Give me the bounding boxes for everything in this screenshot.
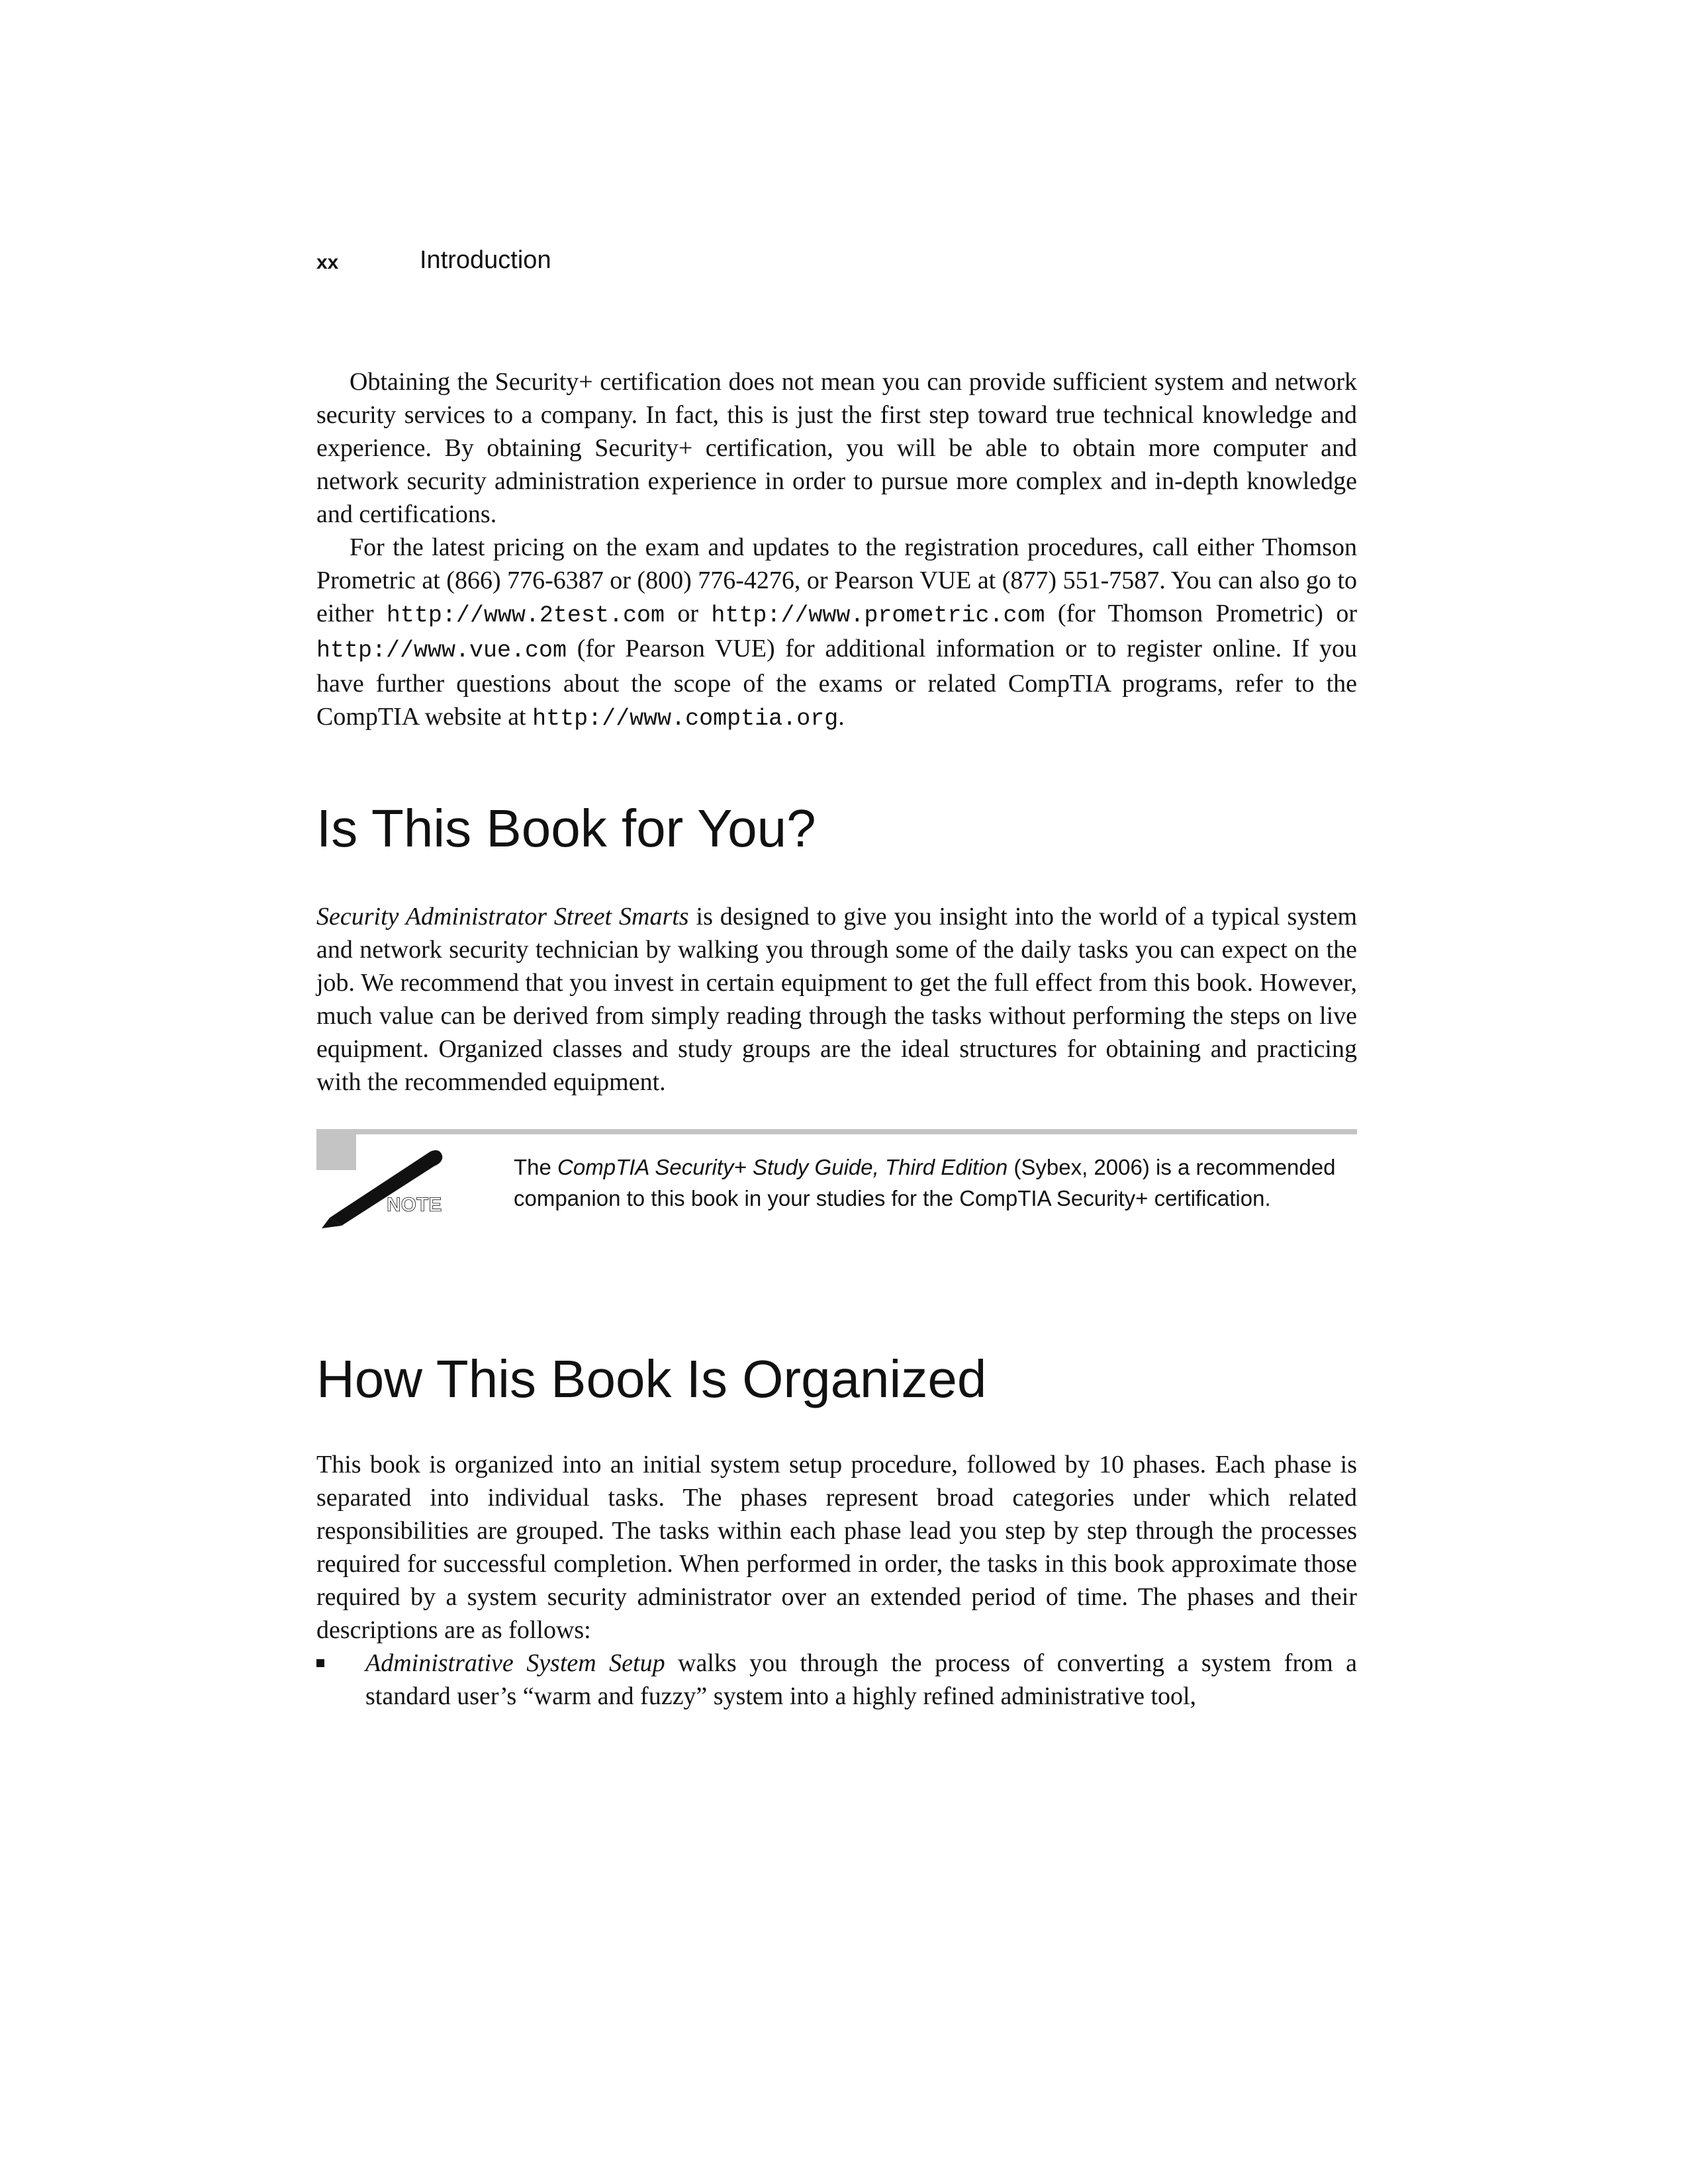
note-book-title: CompTIA Security+ Study Guide, Third Edition: [557, 1155, 1008, 1179]
note-icon-label: NOTE: [387, 1194, 442, 1216]
text-run: (for Thomson Prometric) or: [1045, 600, 1357, 627]
intro-text: [316, 365, 1357, 735]
text-run: (for Pearson VUE) for additional information or to register online. If you have further questions about the scope of the exams or related CompTIA programs, refer to the CompTIA website at: [316, 635, 1357, 731]
running-head-title: Introduction: [420, 246, 551, 274]
text-run: or: [664, 600, 712, 627]
text-run: The: [514, 1155, 558, 1179]
section2-text: [316, 1448, 1357, 1713]
phase-term: Administrative System Setup: [365, 1649, 665, 1677]
section1-text: [316, 900, 1357, 1099]
intro-paragraph-2: [316, 531, 1357, 735]
text-run: is designed to give you insight into the world of a typical system and network security technician by walking you through some of the daily tasks you can expect on the job. We recommend that you invest in certain equipment to get the full effect from this book. However, much value can be derived from simply reading through the tasks without performing the steps on live equipment. Organized classes and study groups are the ideal structures for obtaining and practicing with the recommended equipment.: [316, 903, 1357, 1096]
note-top-rule: [316, 1129, 1357, 1134]
link-vue[interactable]: http://www.vue.com: [316, 637, 567, 664]
bullet-icon: [316, 1659, 324, 1667]
section1-paragraph: [316, 900, 1357, 1099]
link-prometric[interactable]: http://www.prometric.com: [711, 602, 1045, 629]
section-heading-how-this-book-is-organized: How This Book Is Organized: [316, 1349, 987, 1408]
section2-paragraph: This book is organized into an initial system setup procedure, followed by 10 phases. Each phase is separated into individual tasks. The phases represent broad categories under which related responsibilities are grouped. The tasks within each phase lead you step by step through the processes required for successful completion. When performed in order, the tasks in this book approximate those required by a system security administrator over an extended period of time. The phases and their descriptions are as follows:: [316, 1451, 1357, 1644]
text-run: (Sybex, 2006) is a recommended companion to this book in your studies for the CompTIA Security+ certification.: [514, 1155, 1336, 1210]
text-run: walks you through the process of converting a system from a standard user’s “warm and fuzzy” system into a highly refined administrative tool,: [365, 1649, 1357, 1710]
note-text: [514, 1152, 1356, 1214]
text-run: .: [838, 703, 845, 731]
link-comptia[interactable]: http://www.comptia.org: [532, 705, 839, 732]
note-pen-icon: [316, 1144, 455, 1230]
page-number: xx: [316, 251, 339, 273]
link-2test[interactable]: http://www.2test.com: [386, 602, 665, 629]
intro-paragraph-1: Obtaining the Security+ certification does not mean you can provide sufficient system and network security services to a company. In fact, this is just the first step toward true technical knowledge and experience. By obtaining Security+ certification, you will be able to obtain more computer and network security administration experience in order to pursue more complex and in-depth knowledge and certifications.: [316, 368, 1357, 528]
text-run: For the latest pricing on the exam and updates to the registration procedures, call either Thomson Prometric at (866) 776-6387 or (800) 776-4276, or Pearson VUE at (877) 551-7587. You can also go to either: [316, 533, 1357, 627]
phase-list: [316, 1647, 1357, 1713]
section-heading-is-this-book-for-you: Is This Book for You?: [316, 799, 816, 858]
list-item: [316, 1647, 1357, 1713]
book-title: Security Administrator Street Smarts: [316, 903, 689, 931]
